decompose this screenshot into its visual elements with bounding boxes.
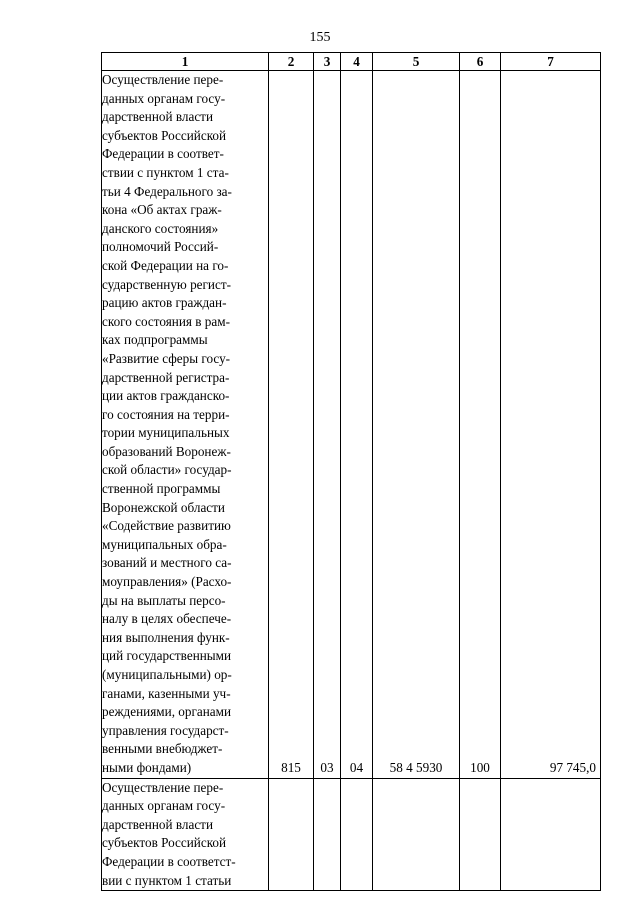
column-header-5: 5 xyxy=(373,53,460,71)
column-header-6: 6 xyxy=(460,53,501,71)
table-row xyxy=(102,778,601,891)
row-code-expense-type xyxy=(460,778,501,891)
row-code-section: 03 xyxy=(314,71,341,779)
page-number: 155 xyxy=(309,30,331,45)
row-code-admin: 815 xyxy=(269,71,314,779)
row-code-subsection xyxy=(341,778,373,891)
budget-table xyxy=(101,52,601,891)
column-header-2: 2 xyxy=(269,53,314,71)
column-header-3: 3 xyxy=(314,53,341,71)
column-header-1: 1 xyxy=(102,53,269,71)
table-header-row xyxy=(102,53,601,71)
row-code-admin xyxy=(269,778,314,891)
row-description: Осуществление пере- данных органам госу- дарственной власти субъектов Российской Федерации в соответст- вии с пунктом 1 статьи xyxy=(102,778,269,891)
row-description: Осуществление пере- данных органам госу- дарственной власти субъектов Российской Федерации в соответ- ствии с пунктом 1 ста- тьи 4 Федерального за- кона «Об актах граж- данского состояния» полномочий Россий- ской Федерации на го- сударственную регист- рацию актов граждан- ского состояния в рам- ках подпрограммы «Развитие сферы госу- дарственной регистра- ции актов гражданско- го состояния на терри- тории муниципальных образований Воронеж- ской области» государ- ственной программы Воронежской области «Содействие развитию муниципальных обра- зований и местного са- моуправления» (Расхо- ды на выплаты персо- налу в целях обеспече- ния выполнения функ- ций государственными (муниципальными) ор- ганами, казенными уч- реждениями, органами управления государст- венными внебюджет- ными фондами) xyxy=(102,71,269,779)
table-row xyxy=(102,71,601,779)
column-header-7: 7 xyxy=(501,53,601,71)
row-code-section xyxy=(314,778,341,891)
row-amount: 97 745,0 xyxy=(501,71,601,779)
row-code-target xyxy=(373,778,460,891)
row-code-target: 58 4 5930 xyxy=(373,71,460,779)
row-code-subsection: 04 xyxy=(341,71,373,779)
row-code-expense-type: 100 xyxy=(460,71,501,779)
row-amount xyxy=(501,778,601,891)
column-header-4: 4 xyxy=(341,53,373,71)
